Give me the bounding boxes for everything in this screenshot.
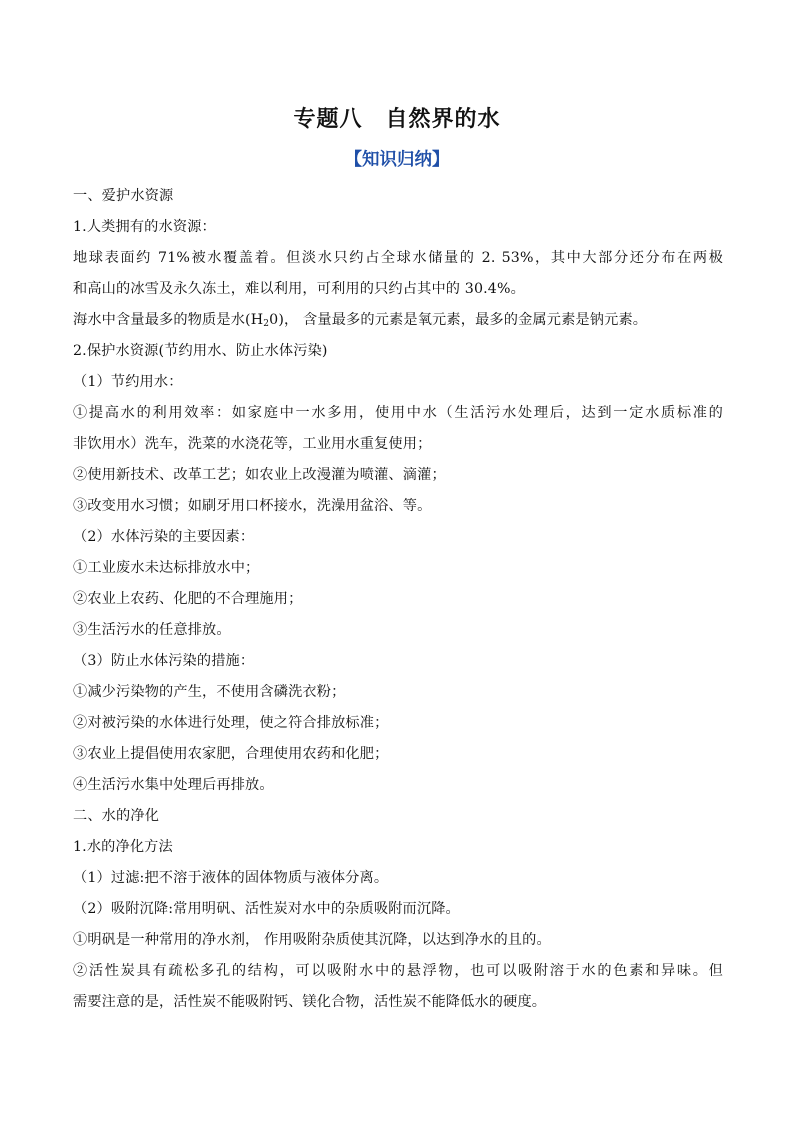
subheading-purification-methods: 1.水的净化方法 bbox=[73, 839, 173, 855]
list-item: ①提高水的利用效率：如家庭中一水多用，使用中水（生活污水处理后，达到一定水质标准的 bbox=[73, 405, 723, 421]
list-item-continuation: 非饮用水）洗车，洗菜的水浇花等，工业用水重复使用； bbox=[73, 436, 432, 452]
paragraph-line: 和高山的冰雪及永久冻土，难以利用，可利用的只约占其中的 30.4%。 bbox=[73, 281, 525, 297]
text-fragment: 海水中含量最多的物质是水(H bbox=[73, 312, 264, 328]
subheading-prevention-measures: （3）防止水体污染的措施： bbox=[73, 653, 255, 669]
text-fragment: 0)， 含量最多的元素是氧元素，最多的金属元素是钠元素。 bbox=[269, 312, 648, 328]
list-item: ④生活污水集中处理后再排放。 bbox=[73, 777, 274, 793]
list-item: ②使用新技术、改革工艺；如农业上改漫灌为喷灌、滴灌； bbox=[73, 467, 446, 483]
section-heading-knowledge-summary: 【知识归纳】 bbox=[344, 150, 450, 170]
list-item: ③农业上提倡使用农家肥，合理使用农药和化肥； bbox=[73, 746, 389, 762]
subheading-protect-water: 2.保护水资源(节约用水、防止水体污染) bbox=[73, 343, 328, 359]
page-title: 专题八 自然界的水 bbox=[293, 107, 501, 132]
paragraph-line: 地球表面约 71%被水覆盖着。但淡水只约占全球水储量的 2. 53%，其中大部分还分布在两极 bbox=[73, 250, 723, 266]
list-item: ②农业上农药、化肥的不合理施用； bbox=[73, 591, 303, 607]
list-item: ③改变用水习惯；如刷牙用口杯接水，洗澡用盆浴、等。 bbox=[73, 498, 432, 514]
list-item: ①明矾是一种常用的净水剂， 作用吸附杂质使其沉降，以达到净水的且的。 bbox=[73, 932, 551, 948]
subheading-human-water-resources: 1.人类拥有的水资源： bbox=[73, 219, 216, 235]
list-item: ②对被污染的水体进行处理，使之符合排放标准； bbox=[73, 715, 389, 731]
subscript: 2 bbox=[263, 319, 270, 329]
subheading-save-water: （1）节约用水： bbox=[73, 374, 183, 390]
subheading-pollution-factors: （2）水体污染的主要因素： bbox=[73, 529, 255, 545]
list-item-continuation: 需要注意的是，活性炭不能吸附钙、镁化合物，活性炭不能降低水的硬度。 bbox=[73, 994, 547, 1010]
list-item: （1）过滤:把不溶于液体的固体物质与液体分离。 bbox=[73, 870, 389, 886]
list-item: ②活性炭具有疏松多孔的结构，可以吸附水中的悬浮物，也可以吸附溶于水的色素和异味。但 bbox=[73, 963, 723, 979]
list-item: ③生活污水的任意排放。 bbox=[73, 622, 231, 638]
paragraph-line-seawater bbox=[73, 310, 723, 334]
list-item: ①工业废水未达标排放水中； bbox=[73, 560, 260, 576]
list-item: ①减少污染物的产生，不使用含磷洗衣粉； bbox=[73, 684, 346, 700]
list-item: （2）吸附沉降:常用明矾、活性炭对水中的杂质吸附而沉降。 bbox=[73, 901, 460, 917]
heading-water-purification: 二、水的净化 bbox=[73, 808, 160, 824]
heading-protect-water-resources: 一、爱护水资源 bbox=[73, 188, 174, 204]
